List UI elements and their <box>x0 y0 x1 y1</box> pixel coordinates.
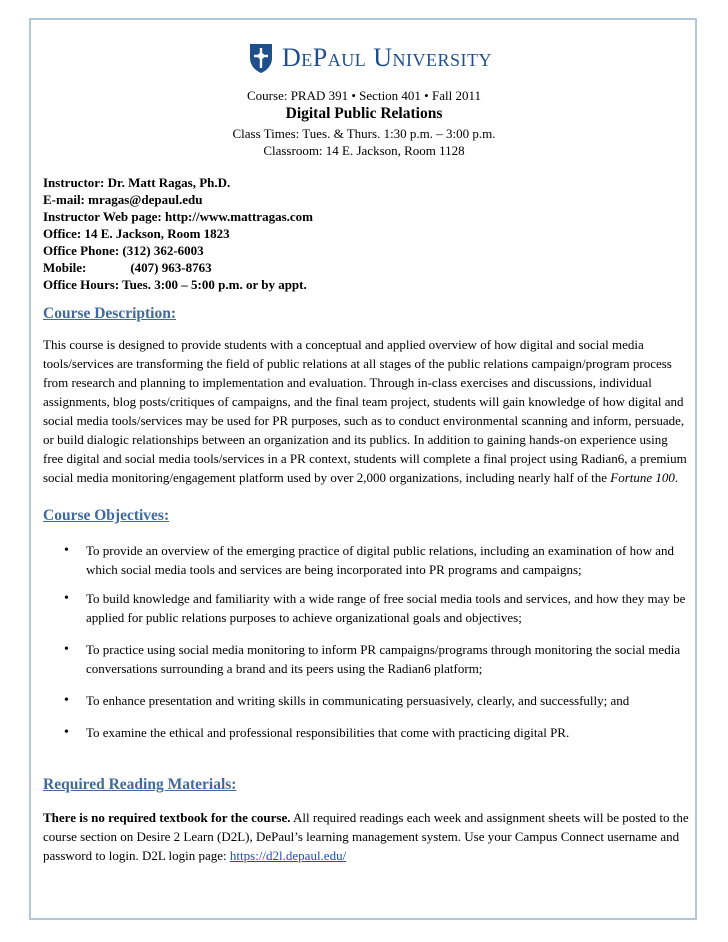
bullet-icon: • <box>64 642 69 657</box>
instructor-email: E-mail: mragas@depaul.edu <box>43 192 203 207</box>
bullet-icon: • <box>64 725 69 740</box>
course-line: Course: PRAD 391 • Section 401 • Fall 2011 <box>247 88 481 103</box>
objective-item: • To enhance presentation and writing skills in communicating persuasively, clearly, and successfully; and <box>64 693 630 708</box>
university-logo <box>248 40 492 76</box>
fortune-italic: Fortune 100 <box>610 470 675 485</box>
course-title: Digital Public Relations <box>285 105 443 122</box>
instructor-mobile <box>43 259 688 276</box>
instructor-phone: Office Phone: (312) 362-6003 <box>43 243 204 258</box>
depaul-shield-icon <box>248 42 274 74</box>
class-times: Class Times: Tues. & Thurs. 1:30 p.m. – 3:00 p.m. <box>232 126 496 141</box>
instructor-name: Instructor: Dr. Matt Ragas, Ph.D. <box>43 175 231 190</box>
instructor-web: Instructor Web page: http://www.mattragas.com <box>43 209 313 224</box>
instructor-hours: Office Hours: Tues. 3:00 – 5:00 p.m. or by appt. <box>43 277 307 292</box>
mobile-label: Mobile: <box>43 260 87 275</box>
reading-text: There is no required textbook for the course. All required readings each week and assignment sheets will be posted to the course section on Desire 2 Learn (D2L), DePaul’s learning management system. Use your Campus Connect username and password to login. D2L login page: https://d2l.depaul.edu/ <box>43 810 689 863</box>
course-objectives-heading: Course Objectives: <box>43 507 170 524</box>
course-description-text: This course is designed to provide students with a conceptual and applied overview of how digital and social media tools/services are transforming the field of public relations at all stages of the public relations campaign/program process from research and planning to implementation and evaluation. Through in-class exercises and discussions, individual assignments, blog posts/critiques of campaigns, and the final team project, students will gain knowledge of how digital and social media tools/services may be used for PR purposes, such as to conduct environmental scanning and inform, persuade, or build dialogic relationships between an organization and its publics. In addition to gaining hands-on experience using free digital and social media tools/services in a PR context, students will complete a final project using Radian6, a premium social media monitoring/engagement platform used by over 2,000 organizations, including nearly half of the Fortune 100. <box>43 337 687 485</box>
bullet-icon: • <box>64 693 69 708</box>
instructor-office: Office: 14 E. Jackson, Room 1823 <box>43 226 230 241</box>
objective-item: • To provide an overview of the emerging practice of digital public relations, including an examination of how and which social media tools and services are being incorporated into PR programs and campaigns; <box>64 543 675 577</box>
course-description-heading: Course Description: <box>43 305 177 322</box>
bullet-icon: • <box>64 543 69 558</box>
university-name: DePaul University <box>282 43 492 72</box>
objective-item: • To build knowledge and familiarity with a wide range of free social media tools and services, and how they may be applied for public relations purposes to achieve organizational goals and objectives; <box>64 591 686 625</box>
reading-bold-lead: There is no required textbook for the course. <box>43 810 291 825</box>
reading-heading: Required Reading Materials: <box>43 776 237 793</box>
mobile-value: (407) 963-8763 <box>130 260 212 275</box>
objective-item: • To practice using social media monitoring to inform PR campaigns/programs through monitoring the social media conversations surrounding a brand and its peers using the Radian6 platform; <box>64 642 681 676</box>
bullet-icon: • <box>64 591 69 606</box>
d2l-login-link[interactable]: https://d2l.depaul.edu/ <box>229 848 347 863</box>
instructor-info <box>43 174 688 293</box>
classroom: Classroom: 14 E. Jackson, Room 1128 <box>263 143 465 158</box>
objective-item: • To examine the ethical and professional responsibilities that come with practicing digital PR. <box>64 725 570 740</box>
